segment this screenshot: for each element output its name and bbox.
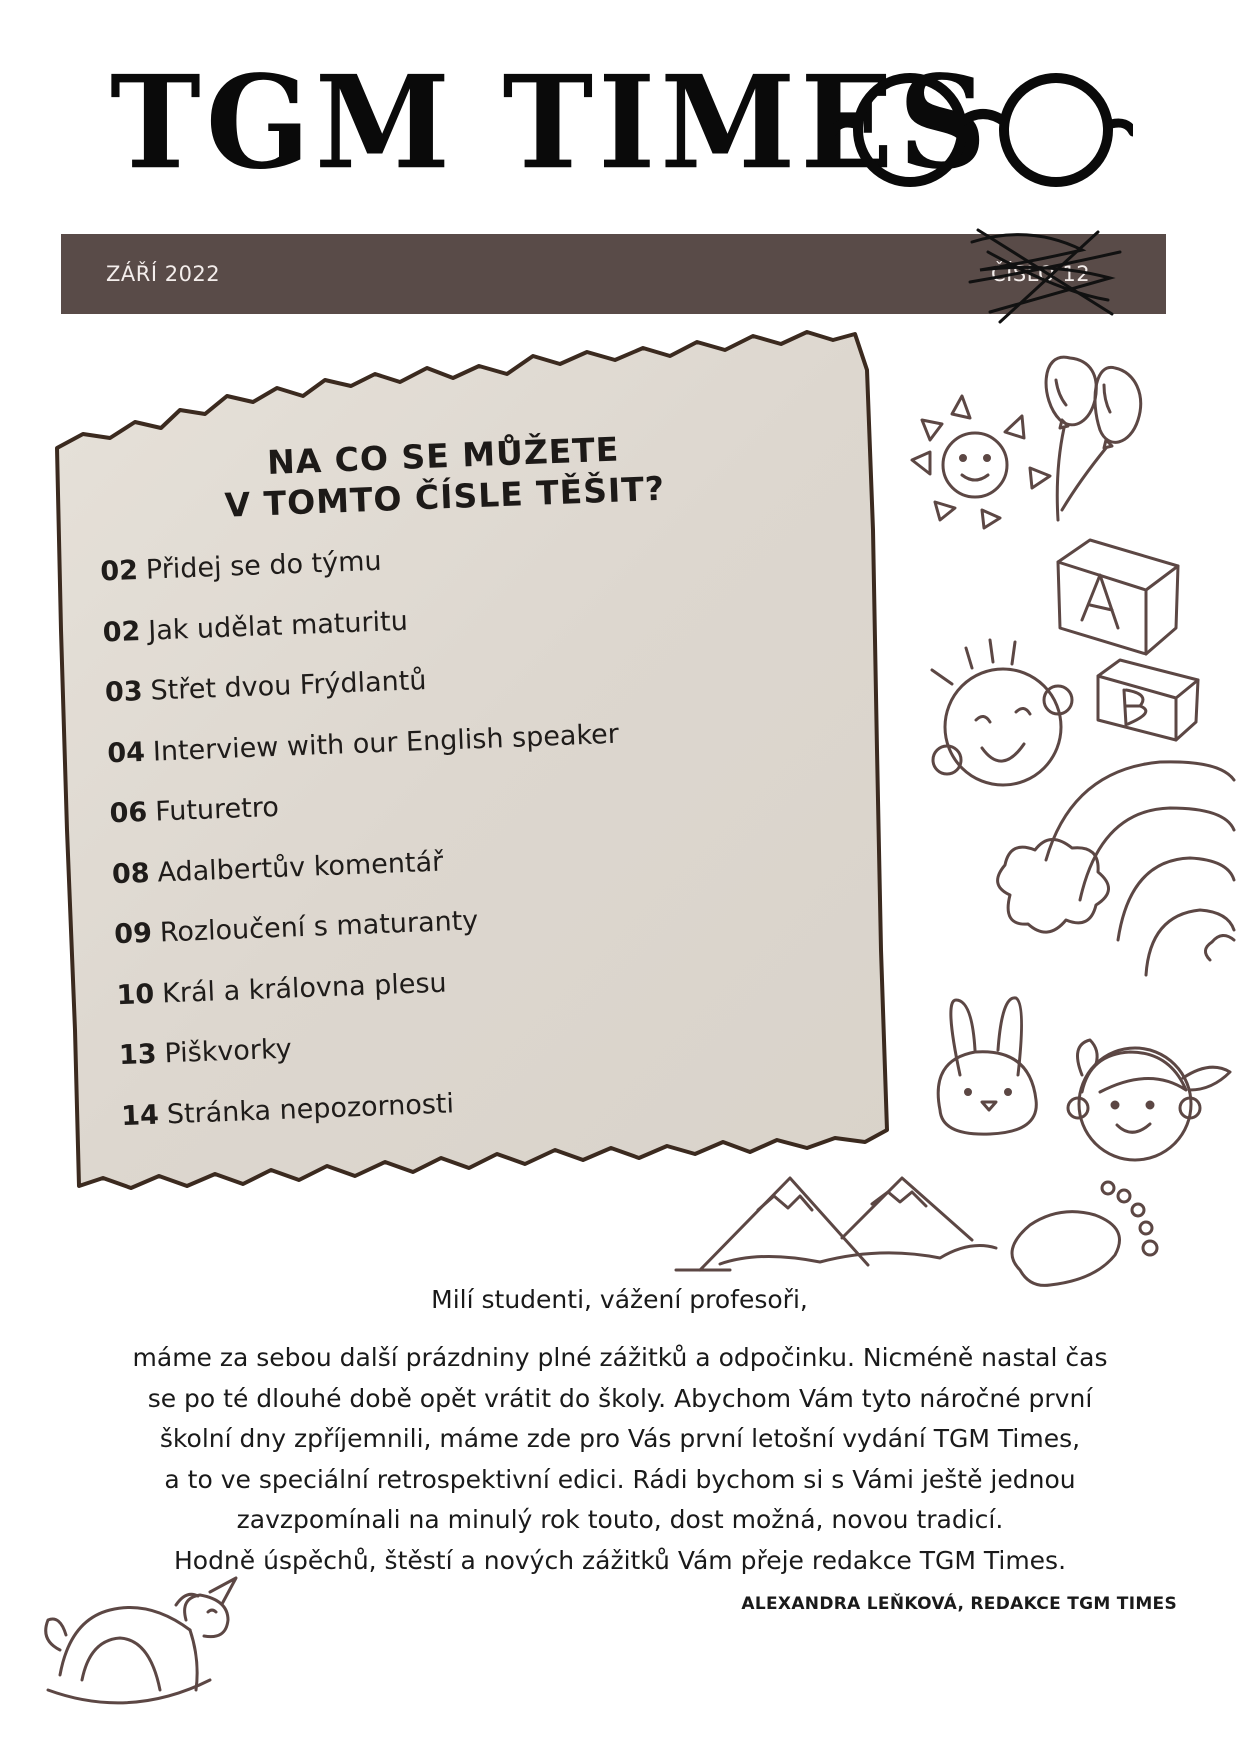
issue-date: ZÁŘÍ 2022	[106, 262, 221, 286]
toc-page-number: 06	[109, 796, 148, 830]
toc-page-number: 02	[102, 615, 141, 648]
balloons-icon	[1046, 357, 1141, 520]
toc-heading: NA CO SE MŮŽETE V TOMTO ČÍSLE TĚŠIT?	[223, 429, 666, 525]
toc-item-title: Futuretro	[154, 791, 280, 828]
toc-page-number: 10	[116, 978, 155, 1011]
letter-line: školní dny zpříjemnili, máme zde pro Vás první letošní vydání TGM Times,	[159, 1424, 1081, 1453]
rainbow-icon	[998, 762, 1234, 975]
toc-item-title: Jak udělat maturitu	[147, 605, 409, 647]
letter-line: zavzpomínali na minulý rok touto, dost možná, novou tradicí.	[236, 1505, 1004, 1534]
toc-item-title: Adalbertův komentář	[156, 846, 444, 889]
letter-line: Hodně úspěchů, štěstí a nových zážitků Vám přeje redakce TGM Times.	[173, 1545, 1067, 1575]
girl-face-icon	[1068, 1040, 1230, 1160]
toc-item-title: Král a královna plesu	[161, 967, 448, 1009]
mountains-icon	[676, 1178, 996, 1270]
toc-page-number: 08	[111, 857, 151, 890]
masthead-title: TGM TIMES	[110, 46, 992, 198]
bunny-icon	[938, 998, 1036, 1134]
toc-item-title: Piškvorky	[163, 1033, 293, 1070]
toc-item-title: Střet dvou Frýdlantů	[150, 665, 427, 707]
baby-face-icon	[932, 640, 1072, 785]
letter-signature: ALEXANDRA LEŇKOVÁ, REDAKCE TGM TIMES	[741, 1594, 1177, 1614]
toc-page-number: 09	[113, 917, 153, 951]
footprint-icon	[1012, 1182, 1157, 1285]
sun-icon	[912, 396, 1050, 528]
toc-item-title: Interview with our English speaker	[152, 718, 620, 768]
letter-greeting: Milí studenti, vážení profesoři,	[431, 1285, 808, 1314]
toc-page-number: 13	[118, 1038, 158, 1072]
letter-body	[50, 1338, 1190, 1581]
toc-item-title: Rozloučení s maturanty	[159, 905, 479, 949]
toc-page-number: 03	[104, 676, 144, 709]
toc-page-number: 14	[120, 1099, 160, 1132]
toc-item-title: Přidej se do týmu	[145, 545, 383, 586]
issue-number: ČÍSLO 12	[991, 262, 1091, 286]
letter-line: máme za sebou další prázdniny plné zážitků a odpočinku. Nicméně nastal čas	[132, 1343, 1108, 1372]
toc-page-number: 04	[106, 736, 146, 769]
block-a-icon	[1058, 540, 1178, 654]
letter-line: se po té dlouhé době opět vrátit do školy. Abychom Vám tyto náročné první	[147, 1383, 1093, 1413]
toc-page-number: 02	[99, 555, 139, 588]
block-b-icon	[1098, 660, 1198, 740]
toc-item-title: Stránka nepozornosti	[166, 1087, 455, 1130]
rocking-unicorn-icon	[46, 1578, 236, 1703]
letter-line: a to ve speciální retrospektivní edici. Rádi bychom si s Vámi ještě jednou	[164, 1464, 1076, 1494]
